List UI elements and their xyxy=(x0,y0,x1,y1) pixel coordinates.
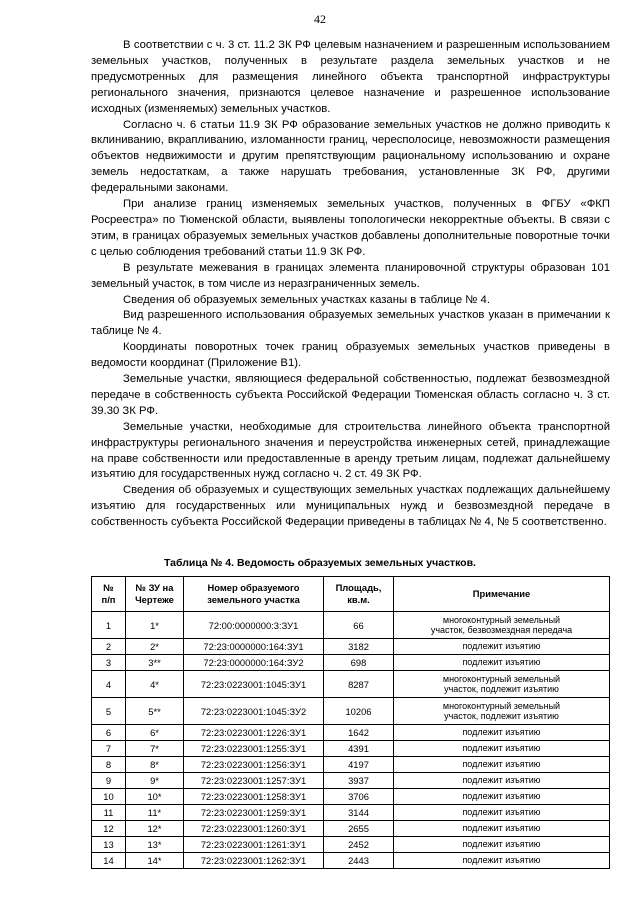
cell-area: 2443 xyxy=(324,853,394,869)
cell-num: 10 xyxy=(92,789,126,805)
cell-note: многоконтурный земельный участок, подлежит изъятию xyxy=(394,698,610,725)
cell-num: 9 xyxy=(92,773,126,789)
cell-area: 698 xyxy=(324,655,394,671)
cell-note: подлежит изъятию xyxy=(394,757,610,773)
paragraph: Сведения об образуемых земельных участках казаны в таблице № 4. xyxy=(123,293,490,306)
cell-zu: 3** xyxy=(126,655,184,671)
cell-cadastral: 72:23:0223001:1257:ЗУ1 xyxy=(184,773,324,789)
cell-area: 1642 xyxy=(324,725,394,741)
cell-zu: 13* xyxy=(126,837,184,853)
table-row xyxy=(92,773,610,789)
cell-zu: 10* xyxy=(126,789,184,805)
cell-note: подлежит изъятию xyxy=(394,853,610,869)
cell-zu: 12* xyxy=(126,821,184,837)
cell-num: 2 xyxy=(92,639,126,655)
cell-area: 10206 xyxy=(324,698,394,725)
table-row xyxy=(92,671,610,698)
cell-zu: 7* xyxy=(126,741,184,757)
cell-zu: 4* xyxy=(126,671,184,698)
cell-note: подлежит изъятию xyxy=(394,789,610,805)
cell-cadastral: 72:23:0000000:164:ЗУ1 xyxy=(184,639,324,655)
table-row xyxy=(92,639,610,655)
cell-area: 4391 xyxy=(324,741,394,757)
cell-area: 3182 xyxy=(324,639,394,655)
cell-zu: 5** xyxy=(126,698,184,725)
header-zu: № ЗУ на Чертеже xyxy=(126,577,184,612)
paragraph: Вид разрешенного использования образуемых земельных участков указан в примечании к таблице № 4. xyxy=(91,309,610,338)
table-row xyxy=(92,805,610,821)
cell-note: многоконтурный земельный участок, подлежит изъятию xyxy=(394,671,610,698)
header-cadastral: Номер образуемого земельного участка xyxy=(184,577,324,612)
cell-num: 8 xyxy=(92,757,126,773)
cell-zu: 6* xyxy=(126,725,184,741)
cell-cadastral: 72:23:0223001:1260:ЗУ1 xyxy=(184,821,324,837)
cell-area: 66 xyxy=(324,612,394,639)
cell-area: 2452 xyxy=(324,837,394,853)
land-plots-table xyxy=(91,576,610,869)
body-text xyxy=(91,38,610,531)
paragraph: Земельные участки, необходимые для строительства линейного объекта транспортной инфраструктуры регионального значения и переустройства инженерных сетей, принадлежащие на праве собственности или предоставленные в аренду третьим лицам, подлежат дальнейшему изъятию для государственных нужд согласно ч. 2 ст. 49 ЗК РФ. xyxy=(91,420,610,481)
paragraph: При анализе границ изменяемых земельных участков, полученных в ФГБУ «ФКП Росреестра» по Тюменской области, выявлены топологически некорректные объекты. В связи с этим, в границах образуемых земельных участков добавлены дополнительные поворотные точки с целью соблюдения требований статьи 11.9 ЗК РФ. xyxy=(91,198,610,258)
table-row xyxy=(92,698,610,725)
cell-note: многоконтурный земельный участок, безвозмездная передача xyxy=(394,612,610,639)
cell-area: 3937 xyxy=(324,773,394,789)
paragraph: Сведения об образуемых и существующих земельных участках подлежащих дальнейшему изъятию для государственных или муниципальных нужд и безвозмездной передаче в собственность субъекта Российской Федерации приведены в таблицах № 4, № 5 соответственно. xyxy=(91,484,610,529)
table-row xyxy=(92,741,610,757)
table-row xyxy=(92,837,610,853)
paragraph: В результате межевания в границах элемента планировочной структуры образован 101 земельный участок, в том числе из неразграниченных земель. xyxy=(91,261,610,290)
cell-note: подлежит изъятию xyxy=(394,741,610,757)
cell-num: 3 xyxy=(92,655,126,671)
header-num: № п/п xyxy=(92,577,126,612)
cell-cadastral: 72:23:0223001:1262:ЗУ1 xyxy=(184,853,324,869)
cell-zu: 11* xyxy=(126,805,184,821)
cell-num: 4 xyxy=(92,671,126,698)
cell-cadastral: 72:23:0223001:1045:ЗУ1 xyxy=(184,671,324,698)
cell-zu: 8* xyxy=(126,757,184,773)
table-body xyxy=(92,612,610,869)
table-row xyxy=(92,789,610,805)
cell-note: подлежит изъятию xyxy=(394,655,610,671)
cell-note: подлежит изъятию xyxy=(394,837,610,853)
page-number: 42 xyxy=(314,12,326,26)
cell-area: 8287 xyxy=(324,671,394,698)
cell-zu: 14* xyxy=(126,853,184,869)
paragraph: В соответствии с ч. 3 ст. 11.2 ЗК РФ целевым назначением и разрешенным использованием земельных участков, полученных в результате раздела земельных участков и не предусмотренных для размещения линейного объекта транспортной инфраструктуры регионального значения, признаются целевое назначение и разрешенное использование исходных (изменяемых) земельных участков. xyxy=(91,39,610,115)
cell-num: 7 xyxy=(92,741,126,757)
cell-num: 5 xyxy=(92,698,126,725)
cell-note: подлежит изъятию xyxy=(394,805,610,821)
cell-num: 11 xyxy=(92,805,126,821)
cell-cadastral: 72:23:0223001:1256:ЗУ1 xyxy=(184,757,324,773)
table-row xyxy=(92,612,610,639)
cell-area: 4197 xyxy=(324,757,394,773)
header-area: Площадь, кв.м. xyxy=(324,577,394,612)
cell-zu: 9* xyxy=(126,773,184,789)
cell-cadastral: 72:23:0223001:1045:ЗУ2 xyxy=(184,698,324,725)
cell-note: подлежит изъятию xyxy=(394,639,610,655)
cell-num: 14 xyxy=(92,853,126,869)
table-caption: Таблица № 4. Ведомость образуемых земельных участков. xyxy=(164,557,476,569)
cell-zu: 1* xyxy=(126,612,184,639)
cell-num: 6 xyxy=(92,725,126,741)
cell-cadastral: 72:23:0000000:164:ЗУ2 xyxy=(184,655,324,671)
paragraph: Согласно ч. 6 статьи 11.9 ЗК РФ образование земельных участков не должно приводить к вклиниванию, вкрапливанию, изломанности границ, чересполосице, невозможности размещения объектов недвижимости и другим препятствующим рациональному использованию и охране земель недостаткам, а также нарушать требования, установленные ЗК РФ, другими федеральными законами. xyxy=(91,118,610,195)
cell-cadastral: 72:23:0223001:1258:ЗУ1 xyxy=(184,789,324,805)
table-row xyxy=(92,853,610,869)
cell-zu: 2* xyxy=(126,639,184,655)
cell-note: подлежит изъятию xyxy=(394,725,610,741)
cell-cadastral: 72:23:0223001:1226:ЗУ1 xyxy=(184,725,324,741)
table-row xyxy=(92,757,610,773)
cell-cadastral: 72:23:0223001:1255:ЗУ1 xyxy=(184,741,324,757)
cell-note: подлежит изъятию xyxy=(394,773,610,789)
cell-note: подлежит изъятию xyxy=(394,821,610,837)
cell-area: 3706 xyxy=(324,789,394,805)
cell-num: 12 xyxy=(92,821,126,837)
paragraph: Земельные участки, являющиеся федеральной собственностью, подлежат безвозмездной передаче в собственность субъекта Российской Федерации Тюменская область согласно ч. 3 ст. 39.30 ЗК РФ. xyxy=(91,373,610,417)
cell-area: 2655 xyxy=(324,821,394,837)
table-row xyxy=(92,655,610,671)
table-header-row xyxy=(92,577,610,612)
cell-num: 13 xyxy=(92,837,126,853)
cell-cadastral: 72:00:0000000:3:ЗУ1 xyxy=(184,612,324,639)
table-row xyxy=(92,821,610,837)
cell-area: 3144 xyxy=(324,805,394,821)
cell-cadastral: 72:23:0223001:1261:ЗУ1 xyxy=(184,837,324,853)
header-note: Примечание xyxy=(394,577,610,612)
table-row xyxy=(92,725,610,741)
paragraph: Координаты поворотных точек границ образуемых земельных участков приведены в ведомости координат (Приложение В1). xyxy=(91,341,610,370)
cell-num: 1 xyxy=(92,612,126,639)
cell-cadastral: 72:23:0223001:1259:ЗУ1 xyxy=(184,805,324,821)
